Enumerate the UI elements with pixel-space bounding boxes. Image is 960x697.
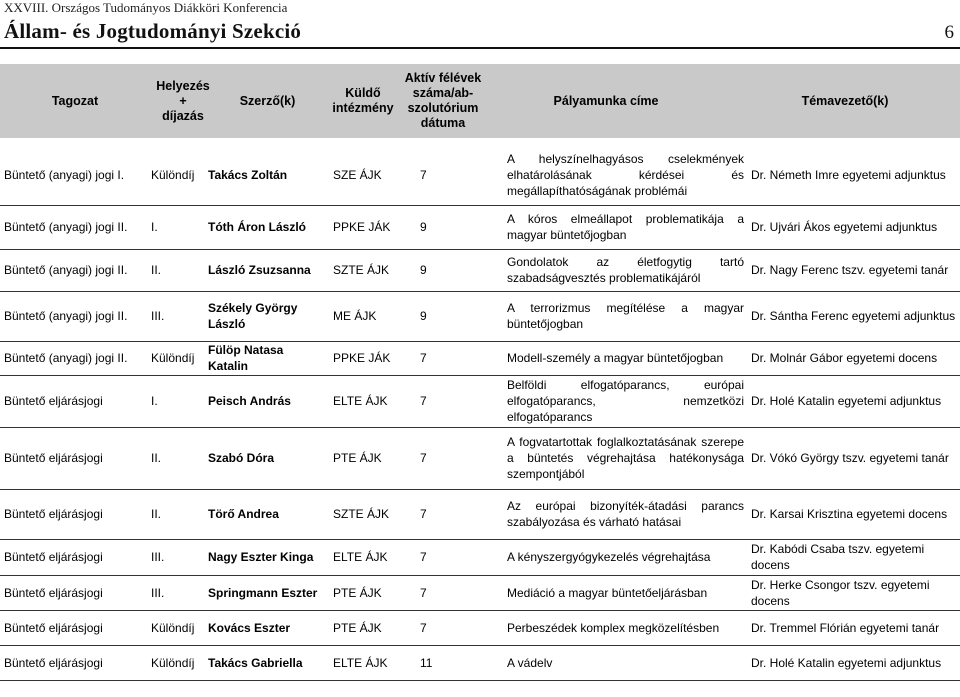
row-palyamunka-cim: Modell-személy a magyar büntetőjogban bbox=[503, 341, 747, 375]
row-helyezes: II. bbox=[147, 249, 204, 291]
row-kuldo-intezmeny: ELTE ÁJK bbox=[329, 645, 416, 680]
header-tagozat: Tagozat bbox=[51, 93, 99, 108]
row-aktiv-felevek: 7 bbox=[416, 145, 503, 205]
row-kuldo-intezmeny: ELTE ÁJK bbox=[329, 375, 416, 427]
row-szerzo: Takács Zoltán bbox=[204, 145, 329, 205]
header-temavezeto: Témavezető(k) bbox=[801, 93, 889, 108]
row-helyezes: Különdíj bbox=[147, 610, 204, 645]
row-temavezeto: Dr. Molnár Gábor egyetemi docens bbox=[747, 341, 960, 375]
row-kuldo-intezmeny: ME ÁJK bbox=[329, 291, 416, 341]
row-kuldo-intezmeny: PPKE JÁK bbox=[329, 205, 416, 249]
row-szerzo: Fülöp Natasa Katalin bbox=[204, 341, 329, 375]
row-helyezes: I. bbox=[147, 205, 204, 249]
row-szerzo: Tóth Áron László bbox=[204, 205, 329, 249]
row-helyezes: Különdíj bbox=[147, 645, 204, 680]
row-temavezeto: Dr. Tremmel Flórián egyetemi tanár bbox=[747, 610, 960, 645]
row-palyamunka-cim: Belföldi elfogatóparancs, európai elfogatóparancs, nemzetközi elfogatóparancs bbox=[503, 375, 747, 427]
row-aktiv-felevek: 7 bbox=[416, 575, 503, 610]
table-row bbox=[0, 610, 960, 645]
row-aktiv-felevek: 11 bbox=[416, 645, 503, 680]
row-helyezes: III. bbox=[147, 291, 204, 341]
row-temavezeto: Dr. Karsai Krisztina egyetemi docens bbox=[747, 489, 960, 539]
row-helyezes: I. bbox=[147, 375, 204, 427]
row-tagozat: Büntető (anyagi) jogi II. bbox=[0, 249, 147, 291]
row-tagozat: Büntető (anyagi) jogi II. bbox=[0, 205, 147, 249]
row-helyezes: Különdíj bbox=[147, 145, 204, 205]
row-szerzo: Peisch András bbox=[204, 375, 329, 427]
row-palyamunka-cim: A terrorizmus megítélése a magyar büntetőjogban bbox=[503, 291, 747, 341]
row-szerzo: Kovács Eszter bbox=[204, 610, 329, 645]
row-kuldo-intezmeny: ELTE ÁJK bbox=[329, 539, 416, 575]
row-szerzo: Törő Andrea bbox=[204, 489, 329, 539]
row-szerzo: Székely György László bbox=[204, 291, 329, 341]
table-row bbox=[0, 645, 960, 680]
row-aktiv-felevek: 9 bbox=[416, 291, 503, 341]
table-row bbox=[0, 145, 960, 205]
row-palyamunka-cim: A vádelv bbox=[503, 645, 747, 680]
row-szerzo: Nagy Eszter Kinga bbox=[204, 539, 329, 575]
row-helyezes: III. bbox=[147, 539, 204, 575]
row-temavezeto: Dr. Ujvári Ákos egyetemi adjunktus bbox=[747, 205, 960, 249]
row-kuldo-intezmeny: SZTE ÁJK bbox=[329, 489, 416, 539]
row-tagozat: Büntető eljárásjogi bbox=[0, 539, 147, 575]
row-tagozat: Büntető eljárásjogi bbox=[0, 575, 147, 610]
row-aktiv-felevek: 7 bbox=[416, 610, 503, 645]
row-kuldo-intezmeny: PPKE JÁK bbox=[329, 341, 416, 375]
header-palyamunka: Pályamunka címe bbox=[553, 93, 659, 108]
row-temavezeto: Dr. Holé Katalin egyetemi adjunktus bbox=[747, 375, 960, 427]
row-tagozat: Büntető (anyagi) jogi II. bbox=[0, 341, 147, 375]
row-aktiv-felevek: 9 bbox=[416, 205, 503, 249]
row-palyamunka-cim: Perbeszédek komplex megközelítésben bbox=[503, 610, 747, 645]
row-helyezes: III. bbox=[147, 575, 204, 610]
header-aktiv: Aktív félévek száma/ab- szolutórium dátuma bbox=[404, 71, 482, 130]
row-helyezes: II. bbox=[147, 489, 204, 539]
table-row bbox=[0, 427, 960, 489]
row-palyamunka-cim: A kóros elmeállapot problematikája a magyar büntetőjogban bbox=[503, 205, 747, 249]
table-row bbox=[0, 375, 960, 427]
row-aktiv-felevek: 9 bbox=[416, 249, 503, 291]
table-row bbox=[0, 575, 960, 610]
row-szerzo: Springmann Eszter bbox=[204, 575, 329, 610]
row-palyamunka-cim: Az európai bizonyíték-átadási parancs szabályozása és várható hatásai bbox=[503, 489, 747, 539]
row-tagozat: Büntető eljárásjogi bbox=[0, 427, 147, 489]
section-title: Állam- és Jogtudományi Szekció bbox=[4, 19, 302, 43]
row-temavezeto: Dr. Herke Csongor tszv. egyetemi docens bbox=[747, 575, 960, 610]
row-temavezeto: Dr. Németh Imre egyetemi adjunktus bbox=[747, 145, 960, 205]
row-temavezeto: Dr. Vókó György tszv. egyetemi tanár bbox=[747, 427, 960, 489]
table-row bbox=[0, 489, 960, 539]
row-helyezes: Különdíj bbox=[147, 341, 204, 375]
row-kuldo-intezmeny: PTE ÁJK bbox=[329, 610, 416, 645]
results-table bbox=[0, 145, 960, 681]
row-tagozat: Büntető eljárásjogi bbox=[0, 489, 147, 539]
table-header bbox=[0, 64, 960, 138]
row-kuldo-intezmeny: SZE ÁJK bbox=[329, 145, 416, 205]
table-row bbox=[0, 249, 960, 291]
row-szerzo: László Zsuzsanna bbox=[204, 249, 329, 291]
row-palyamunka-cim: A kényszergyógykezelés végrehajtása bbox=[503, 539, 747, 575]
row-aktiv-felevek: 7 bbox=[416, 489, 503, 539]
header-kuldo: Küldő intézmény bbox=[332, 86, 394, 115]
row-palyamunka-cim: A helyszínelhagyásos cselekmények elhatárolásának kérdései és megállapíthatóságának problémái bbox=[503, 145, 747, 205]
row-tagozat: Büntető eljárásjogi bbox=[0, 645, 147, 680]
row-aktiv-felevek: 7 bbox=[416, 427, 503, 489]
page-number: 6 bbox=[944, 22, 954, 43]
table-row bbox=[0, 539, 960, 575]
row-aktiv-felevek: 7 bbox=[416, 375, 503, 427]
row-temavezeto: Dr. Nagy Ferenc tszv. egyetemi tanár bbox=[747, 249, 960, 291]
row-kuldo-intezmeny: PTE ÁJK bbox=[329, 427, 416, 489]
row-szerzo: Takács Gabriella bbox=[204, 645, 329, 680]
header-rule bbox=[0, 47, 960, 49]
row-tagozat: Büntető (anyagi) jogi I. bbox=[0, 145, 147, 205]
conference-title: XXVIII. Országos Tudományos Diákköri Konferencia bbox=[4, 0, 288, 15]
row-kuldo-intezmeny: PTE ÁJK bbox=[329, 575, 416, 610]
header-helyezes: Helyezés + díjazás bbox=[156, 78, 210, 123]
row-temavezeto: Dr. Kabódi Csaba tszv. egyetemi docens bbox=[747, 539, 960, 575]
row-aktiv-felevek: 7 bbox=[416, 539, 503, 575]
table-row bbox=[0, 341, 960, 375]
table-row bbox=[0, 291, 960, 341]
row-palyamunka-cim: Mediáció a magyar büntetőeljárásban bbox=[503, 575, 747, 610]
row-tagozat: Büntető eljárásjogi bbox=[0, 610, 147, 645]
row-palyamunka-cim: Gondolatok az életfogytig tartó szabadságvesztés problematikájáról bbox=[503, 249, 747, 291]
row-tagozat: Büntető (anyagi) jogi II. bbox=[0, 291, 147, 341]
row-szerzo: Szabó Dóra bbox=[204, 427, 329, 489]
row-palyamunka-cim: A fogvatartottak foglalkoztatásának szerepe a büntetés végrehajtása hatékonysága szempontjából bbox=[503, 427, 747, 489]
row-tagozat: Büntető eljárásjogi bbox=[0, 375, 147, 427]
row-temavezeto: Dr. Holé Katalin egyetemi adjunktus bbox=[747, 645, 960, 680]
row-temavezeto: Dr. Sántha Ferenc egyetemi adjunktus bbox=[747, 291, 960, 341]
row-helyezes: II. bbox=[147, 427, 204, 489]
table-row bbox=[0, 205, 960, 249]
row-kuldo-intezmeny: SZTE ÁJK bbox=[329, 249, 416, 291]
row-aktiv-felevek: 7 bbox=[416, 341, 503, 375]
header-szerzo: Szerző(k) bbox=[239, 93, 296, 108]
